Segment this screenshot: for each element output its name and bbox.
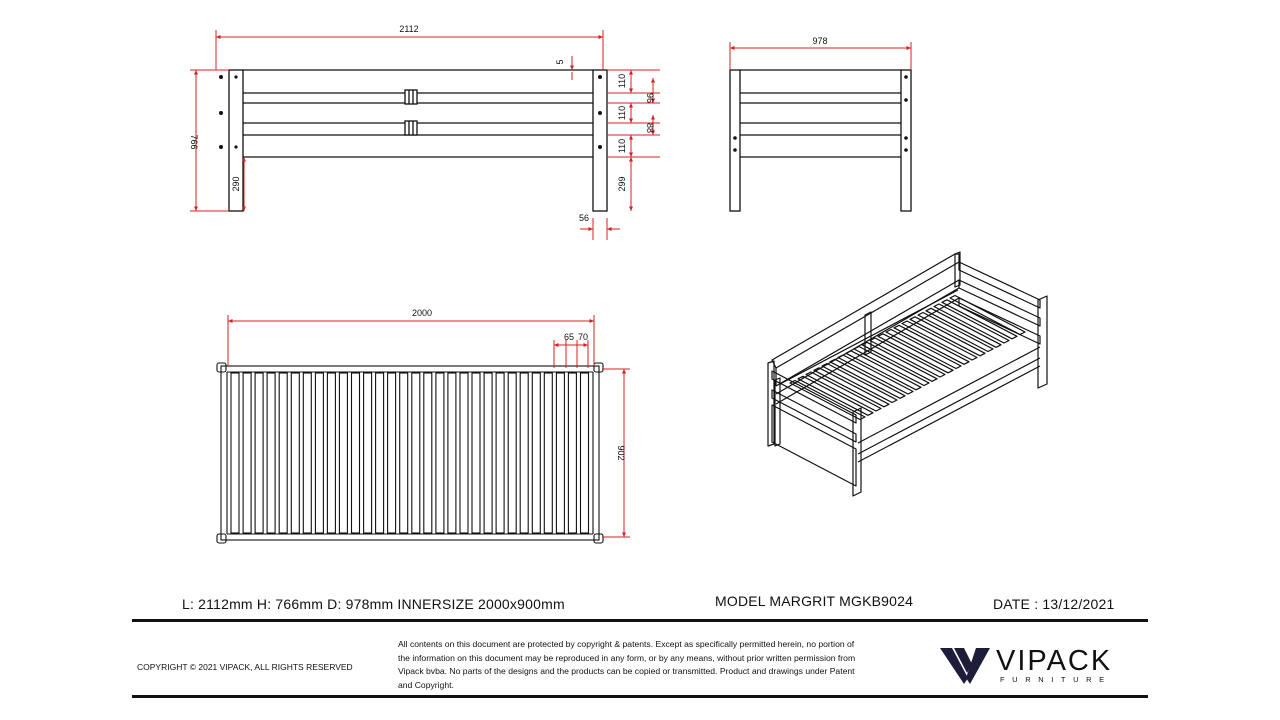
dim-rail-mid: 110 — [617, 105, 627, 121]
slat — [243, 373, 251, 533]
dim-inner-width: 902 — [616, 445, 626, 461]
front-bolts — [219, 75, 602, 149]
slat — [400, 373, 408, 533]
slat — [327, 373, 335, 533]
slat — [303, 373, 311, 533]
slat — [231, 373, 239, 533]
slat — [376, 373, 384, 533]
slat — [520, 373, 528, 533]
product-specs: L: 2112mm H: 766mm D: 978mm INNERSIZE 2000x900mm — [182, 596, 565, 612]
dim-slat-gap: 65 — [563, 332, 575, 342]
slat — [508, 373, 516, 533]
slat — [436, 373, 444, 533]
top-dimension-lines — [228, 315, 630, 537]
side-left-leg — [730, 70, 740, 211]
slat — [339, 373, 347, 533]
dim-leg-clear-right: 299 — [617, 176, 627, 192]
brand-name: VIPACK — [996, 645, 1113, 677]
slat — [352, 373, 360, 533]
dim-leg-width: 56 — [578, 213, 590, 223]
front-right-leg — [593, 70, 607, 211]
slat — [460, 373, 468, 533]
slat — [279, 373, 287, 533]
slat — [568, 373, 576, 533]
front-view — [229, 70, 607, 211]
dim-gap-1: 96 — [645, 92, 655, 104]
slat — [364, 373, 372, 533]
slat — [291, 373, 299, 533]
dim-slat-width: 70 — [577, 332, 589, 342]
dim-rail-top: 110 — [617, 73, 627, 89]
slat — [388, 373, 396, 533]
side-dimension-lines — [730, 42, 911, 70]
dim-rail-bottom: 110 — [617, 138, 627, 154]
slat — [412, 373, 420, 533]
legal-notice: All contents on this document are protected by copyright & patents. Except as specifically permitted herein, no portion of the information on this document may be reproduced in any form, or by any means, without prior written permission from Vipack bvba. No parts of the designs and the products can be copied or transmitted. Product and drawings under Patent and Copyright. — [398, 639, 856, 690]
brand-subtitle: FURNITURE — [1000, 675, 1112, 684]
slat — [581, 373, 589, 533]
footer-rule-top — [132, 619, 1148, 622]
side-view — [730, 70, 911, 211]
dim-front-length: 2112 — [399, 24, 419, 34]
top-view — [217, 363, 603, 543]
dim-gap-2: 88 — [645, 122, 655, 134]
slat — [255, 373, 263, 533]
slat — [424, 373, 432, 533]
side-bolts — [733, 75, 908, 152]
slat — [472, 373, 480, 533]
slats — [231, 373, 589, 533]
slat — [484, 373, 492, 533]
dim-leg-clear-left: 290 — [231, 176, 241, 192]
dim-height: 766 — [189, 134, 199, 150]
dim-side-depth: 978 — [812, 36, 828, 46]
dim-inner-length: 2000 — [411, 308, 433, 318]
slat — [496, 373, 504, 533]
copyright-notice: COPYRIGHT © 2021 VIPACK, ALL RIGHTS RESERVED — [137, 662, 353, 672]
dim-leg-top-gap: 5 — [555, 59, 565, 65]
model-name: MODEL MARGRIT MGKB9024 — [715, 593, 914, 609]
slat — [532, 373, 540, 533]
side-right-leg — [901, 70, 911, 211]
slat — [267, 373, 275, 533]
document-date: DATE : 13/12/2021 — [993, 596, 1115, 612]
slat — [448, 373, 456, 533]
slat — [556, 373, 564, 533]
isometric-view — [768, 252, 1047, 496]
slat — [544, 373, 552, 533]
footer-rule-bottom — [132, 695, 1148, 698]
slat — [315, 373, 323, 533]
